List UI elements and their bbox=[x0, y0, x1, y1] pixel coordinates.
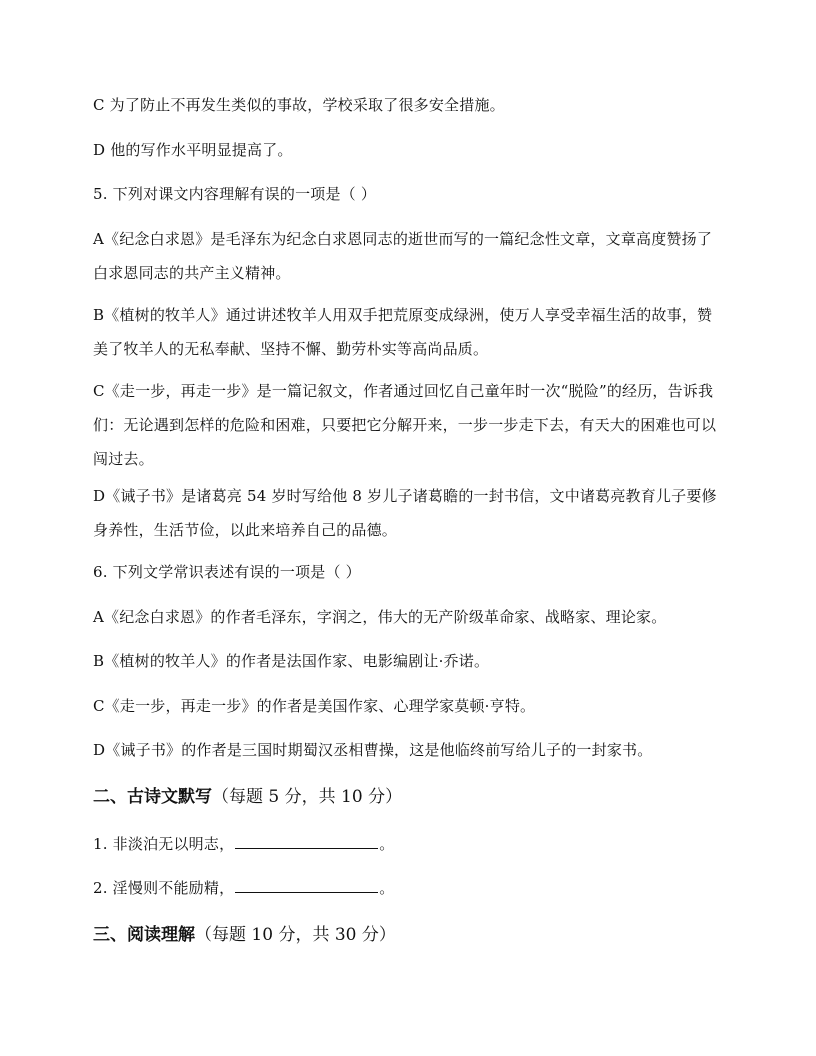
q6-option-c: C《走一步，再走一步》的作者是美国作家、心理学家莫顿·亨特。 bbox=[93, 697, 536, 715]
recitation-q1-prompt: 1. 非淡泊无以明志， bbox=[93, 835, 235, 853]
section-3-scoring: （每题 10 分，共 30 分） bbox=[195, 925, 396, 945]
section-3-heading bbox=[93, 918, 733, 952]
q4-option-c: C 为了防止不再发生类似的事故，学校采取了很多安全措施。 bbox=[93, 96, 505, 114]
recitation-q2 bbox=[93, 871, 733, 905]
q6-option-b: B《植树的牧羊人》的作者是法国作家、电影编剧让·乔诺。 bbox=[93, 652, 490, 670]
q4-option-d: D 他的写作水平明显提高了。 bbox=[93, 141, 293, 159]
section-2-scoring: （每题 5 分，共 10 分） bbox=[212, 787, 403, 807]
recitation-q2-answer-blank[interactable] bbox=[235, 876, 378, 893]
section-3-title: 三、阅读理解 bbox=[93, 925, 195, 945]
section-2-heading bbox=[93, 780, 733, 814]
q5-stem: 5. 下列对课文内容理解有误的一项是（ ） bbox=[93, 185, 377, 203]
recitation-q1-answer-blank[interactable] bbox=[235, 832, 378, 849]
q5-option-d: D《诫子书》是诸葛亮 54 岁时写给他 8 岁儿子诸葛瞻的一封书信，文中诸葛亮教育儿子要修身养性，生活节俭，以此来培养自己的品德。 bbox=[93, 487, 717, 539]
q5-option-b: B《植树的牧羊人》通过讲述牧羊人用双手把荒原变成绿洲，使万人享受幸福生活的故事，赞美了牧羊人的无私奉献、坚持不懈、勤劳朴实等高尚品质。 bbox=[93, 306, 713, 358]
q6-option-a: A《纪念白求恩》的作者毛泽东，字润之，伟大的无产阶级革命家、战略家、理论家。 bbox=[93, 608, 667, 626]
q5-option-a: A《纪念白求恩》是毛泽东为纪念白求恩同志的逝世而写的一篇纪念性文章，文章高度赞扬了白求恩同志的共产主义精神。 bbox=[93, 230, 713, 282]
q6-option-d: D《诫子书》的作者是三国时期蜀汉丞相曹操，这是他临终前写给儿子的一封家书。 bbox=[93, 741, 653, 759]
q6-stem: 6. 下列文学常识表述有误的一项是（ ） bbox=[93, 563, 361, 581]
section-2-title: 二、古诗文默写 bbox=[93, 787, 212, 807]
recitation-q1-end: 。 bbox=[379, 835, 395, 853]
recitation-q2-prompt: 2. 淫慢则不能励精， bbox=[93, 879, 235, 897]
recitation-q2-end: 。 bbox=[379, 879, 395, 897]
q5-option-c: C《走一步，再走一步》是一篇记叙文，作者通过回忆自己童年时一次“脱险”的经历，告诉我们：无论遇到怎样的危险和困难，只要把它分解开来，一步一步走下去，有天大的困难也可以闯过去。 bbox=[93, 382, 717, 468]
recitation-q1 bbox=[93, 827, 733, 861]
